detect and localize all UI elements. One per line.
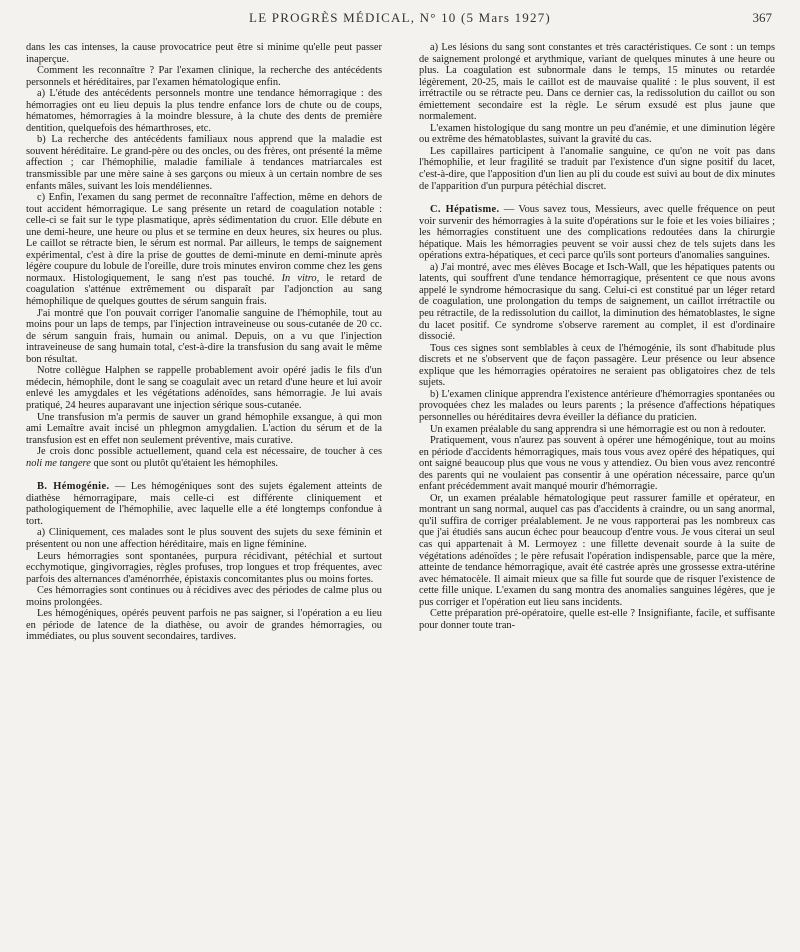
paragraph: Un examen préalable du sang apprendra si une hémorragie est ou non à redouter. bbox=[430, 423, 766, 435]
section-paragraph bbox=[26, 481, 382, 527]
paragraph bbox=[26, 192, 382, 307]
paragraph: Tous ces signes sont semblables à ceux de l'hémogénie, ils sont d'habitude plus discrets et ne s'observent que de façon passagère. Leur présence ou leur absence explique que les hémorragies opératoires ne seraient pas obligatoires chez de tels sujets. bbox=[419, 342, 775, 389]
section-heading-hepatisme: C. Hépatisme. bbox=[430, 204, 500, 216]
text-run: c) Enfin, l'examen du sang permet de reconnaître l'affection, même en dehors de tout accident hémorragique. Le sang présente un retard de coagulation notable : celle-ci se fait sur le type plasmatique, après sédimentation du cruor. Elle débute en une demi-heure, une heure ou plus et se termine en deux heures, six heures ou plus. Le caillot se rétracte bien, le sérum est normal. Par ailleurs, le temps de saignement expérimental, c'est à dire la prise de gouttes de demi-minute en demi-minute après légère coupure du lobule de l'oreille, dure trois minutes environ comme chez les gens normaux. Histologiquement, le sang n'est pas touché. bbox=[26, 192, 382, 284]
paragraph: J'ai montré que l'on pouvait corriger l'anomalie sanguine de l'hémophile, tout au moins pour un laps de temps, par l'injection intraveineuse ou sous-cutanée de 20 cc. de sérum sanguin frais, humain ou animal. Depuis, on a vu que l'injection intraveineuse de sang humain total, c'est-à-dire la transfusion du sang avait le même bon résultat. bbox=[26, 307, 382, 365]
paragraph bbox=[26, 446, 382, 469]
paragraph: L'examen histologique du sang montre un peu d'anémie, et une diminution légère ou extrême des hématoblastes, suivant la gravité du cas. bbox=[419, 122, 775, 146]
paragraph: b) L'examen clinique apprendra l'existence antérieure d'hémorragies spontanées ou provoquées chez les malades ou leurs parents ; la présence d'affections hépatiques personnelles ou héréditaires devra éveiller la défiance du praticien. bbox=[419, 388, 775, 423]
paragraph: Cette préparation pré-opératoire, quelle est-elle ? Insignifiante, facile, et suffisante pour donner toute tran- bbox=[419, 608, 775, 631]
paragraph: Leurs hémorragies sont spontanées, purpura récidivant, pétéchial et surtout ecchymotique, gingivorragies, règles profuses, trop longues et trop fréquentes, avec parfois des alternances d'aménorrhée, épistaxis concomitantes plus ou moins fortes. bbox=[26, 550, 382, 585]
right-column bbox=[419, 42, 775, 631]
section-heading-hemogenie: B. Hémogénie. bbox=[37, 481, 110, 493]
paragraph: dans les cas intenses, la cause provocatrice peut être si minime qu'elle peut passer inaperçue. bbox=[26, 42, 382, 65]
paragraph: a) L'étude des antécédents personnels montre une tendance hémorragique : des hémorragies ont eu lieu depuis la plus tendre enfance lors de chute ou de coups, hématomes, hémorragies à la moindre blessure, à la chute des dents de première dentition, quelquefois des hémarthroses, etc. bbox=[26, 88, 382, 134]
paragraph: a) Les lésions du sang sont constantes et très caractéristiques. Ce sont : un temps de saignement prolongé et arythmique, variant de quelques minutes à une heure ou plus. La coagulation est subnormale dans le temps, 15 minutes ou retardée légèrement, 20-25, mais le caillot est de mauvaise qualité : le plus souvent, il est irrétractile ou se rétracte peu. Dans ce dernier cas, la redissolution du caillot ou son émiettement secondaire est la règle. Le sérum exsudé est plus jaune que normalement. bbox=[419, 42, 775, 123]
left-column bbox=[26, 42, 382, 643]
running-header bbox=[24, 10, 776, 30]
paragraph: a) J'ai montré, avec mes élèves Bocage et Isch-Wall, que les hépatiques patents ou latents, qui souffrent d'une tendance hémorragique, présentent ce que nous avons appelé le syndrome hémocrasique du sang. Celui-ci est constitué par un léger retard de coagulation, une prolongation du temps de saignement, un caillot irrétractile ou peu rétractile, de la redissolution du caillot, la diminution des hématoblastes, le signe du lacet positif. Ce syndrome s'observe rarement au complet, il est d'ordinaire dissocié. bbox=[419, 261, 775, 343]
text-run: que sont ou plutôt qu'étaient les hémophiles. bbox=[93, 457, 278, 469]
paragraph: b) La recherche des antécédents familiaux nous apprend que la maladie est souvent héréditaire. Le grand-père ou des oncles, ou des frères, ont présenté la même affection ; car l'hémophilie, maladie familiale à tendances matriarcales est transmissible par une mère saine à ses garçons ou mieux à un certain nombre de ses enfants mâles, suivant les lois mendéliennes. bbox=[26, 134, 382, 192]
paragraph: Une transfusion m'a permis de sauver un grand hémophile exsangue, à qui mon ami Lemaître avait incisé un phlegmon amygdalien. L'action du sérum et de la transfusion est en effet non seulement préventive, mais curative. bbox=[26, 411, 382, 446]
italic-phrase: In vitro, bbox=[281, 272, 320, 284]
paragraph: Notre collègue Halphen se rappelle probablement avoir opéré jadis le fils d'un médecin, hémophile, dont le sang se coagulait avec un retard d'une heure et lui avoir enlevé les amygdales et les végétations adénoïdes, sans hémorragie. Je lui avais pratiqué, 24 heures auparavant une injection sérique sous-cutanée. bbox=[26, 365, 382, 411]
text-run: le retard de coagulation s'atténue extrêmement ou disparaît par l'adjonction au sang hémophilique de quelques gouttes de sérum sanguin frais. bbox=[26, 272, 383, 308]
paragraph: Ces hémorragies sont continues ou à récidives avec des périodes de calme plus ou moins prolongées. bbox=[26, 585, 382, 608]
paragraph: Les capillaires participent à l'anomalie sanguine, ce qu'on ne voit pas dans l'hémophilie, et leur fragilité se traduit par l'existence d'un signe positif du lacet, c'est-à-dire, que l'apposition d'un lien au pli du coude est suivi au bout de dix minutes de l'apparition d'un purpura pétéchial discret. bbox=[419, 145, 775, 192]
paragraph: Or, un examen préalable hématologique peut rassurer famille et opérateur, en montrant un sang normal, auquel cas pas d'accidents à craindre, ou un sang anormal, qu'il suffira de corriger préalablement. Je ne vous rapporterai pas les nombreux cas que j'ai étudiés sans aucun échec pour beaucoup d'entre vous. Je vous citerai un seul cas qui appartenait à M. Lermoyez : une fillette devenait sourde à la suite de végétations adénoïdes ; le père refusait l'opération indispensable, parce que la mère, atteinte de tendance hémorragique, avait été castrée après une grossesse extra-utérine avec hématocèle. Il aimait mieux que sa fille fut sourde que de risquer l'existence de cette fille unique. L'examen du sang montra des anomalies sanguines légères, que je pus corriger et l'opération eut lieu sans incidents. bbox=[419, 492, 775, 608]
paragraph: Pratiquement, vous n'aurez pas souvent à opérer une hémogénique, tout au moins en période d'accidents hémorragiques, mais tous vous avez opéré des hépatiques, qui ont saigné beaucoup plus que vous ne vous y attendiez. Ou bien vous avez rencontré des parents qui ne voulaient pas consentir à une opération nécessaire, parce qu'un enfant précédemment avait manqué mourir d'hémorragie. bbox=[419, 435, 775, 493]
italic-phrase: noli me tangere bbox=[26, 457, 91, 469]
journal-title: LE PROGRÈS MÉDICAL, N° 10 (5 Mars 1927) bbox=[249, 10, 551, 25]
text-run: Je crois donc possible actuellement, quand cela est nécessaire, de toucher à ces bbox=[37, 446, 382, 458]
page-number: 367 bbox=[752, 10, 772, 25]
paragraph: Les hémogéniques, opérés peuvent parfois ne pas saigner, si l'opération a eu lieu en période de latence de la diathèse, ou avoir de grandes hémorragies, ou immédiates, ou plus souvent secondaires, tardives. bbox=[26, 608, 382, 643]
paragraph: a) Cliniquement, ces malades sont le plus souvent des sujets du sexe féminin et présentent ou non une affection héréditaire, mais en ligne féminine. bbox=[26, 527, 382, 550]
text-run: — Vous savez tous, Messieurs, avec quelle fréquence on peut voir survenir des hémorragies à la suite d'opérations sur le foie et les voies biliaires ; les hémorragies constituent une des complications redoutées dans la chirurgie hépatique. Mais les hémorragies peuvent se voir aussi chez de tels sujets dans les opérations extra-hépatiques, et ceci parce qu'ils sont porteurs d'anomalies sanguines. bbox=[419, 204, 775, 262]
section-paragraph bbox=[419, 204, 775, 262]
paragraph: Comment les reconnaître ? Par l'examen clinique, la recherche des antécédents personnels et héréditaires, par l'examen hématologique enfin. bbox=[26, 65, 382, 88]
text-run: — Les hémogéniques sont des sujets également atteints de diathèse hémorragipare, mais celle-ci est différente cliniquement et pathologiquement de l'hémophilie, avec laquelle elle a été longtemps confondue à tort. bbox=[26, 481, 382, 527]
